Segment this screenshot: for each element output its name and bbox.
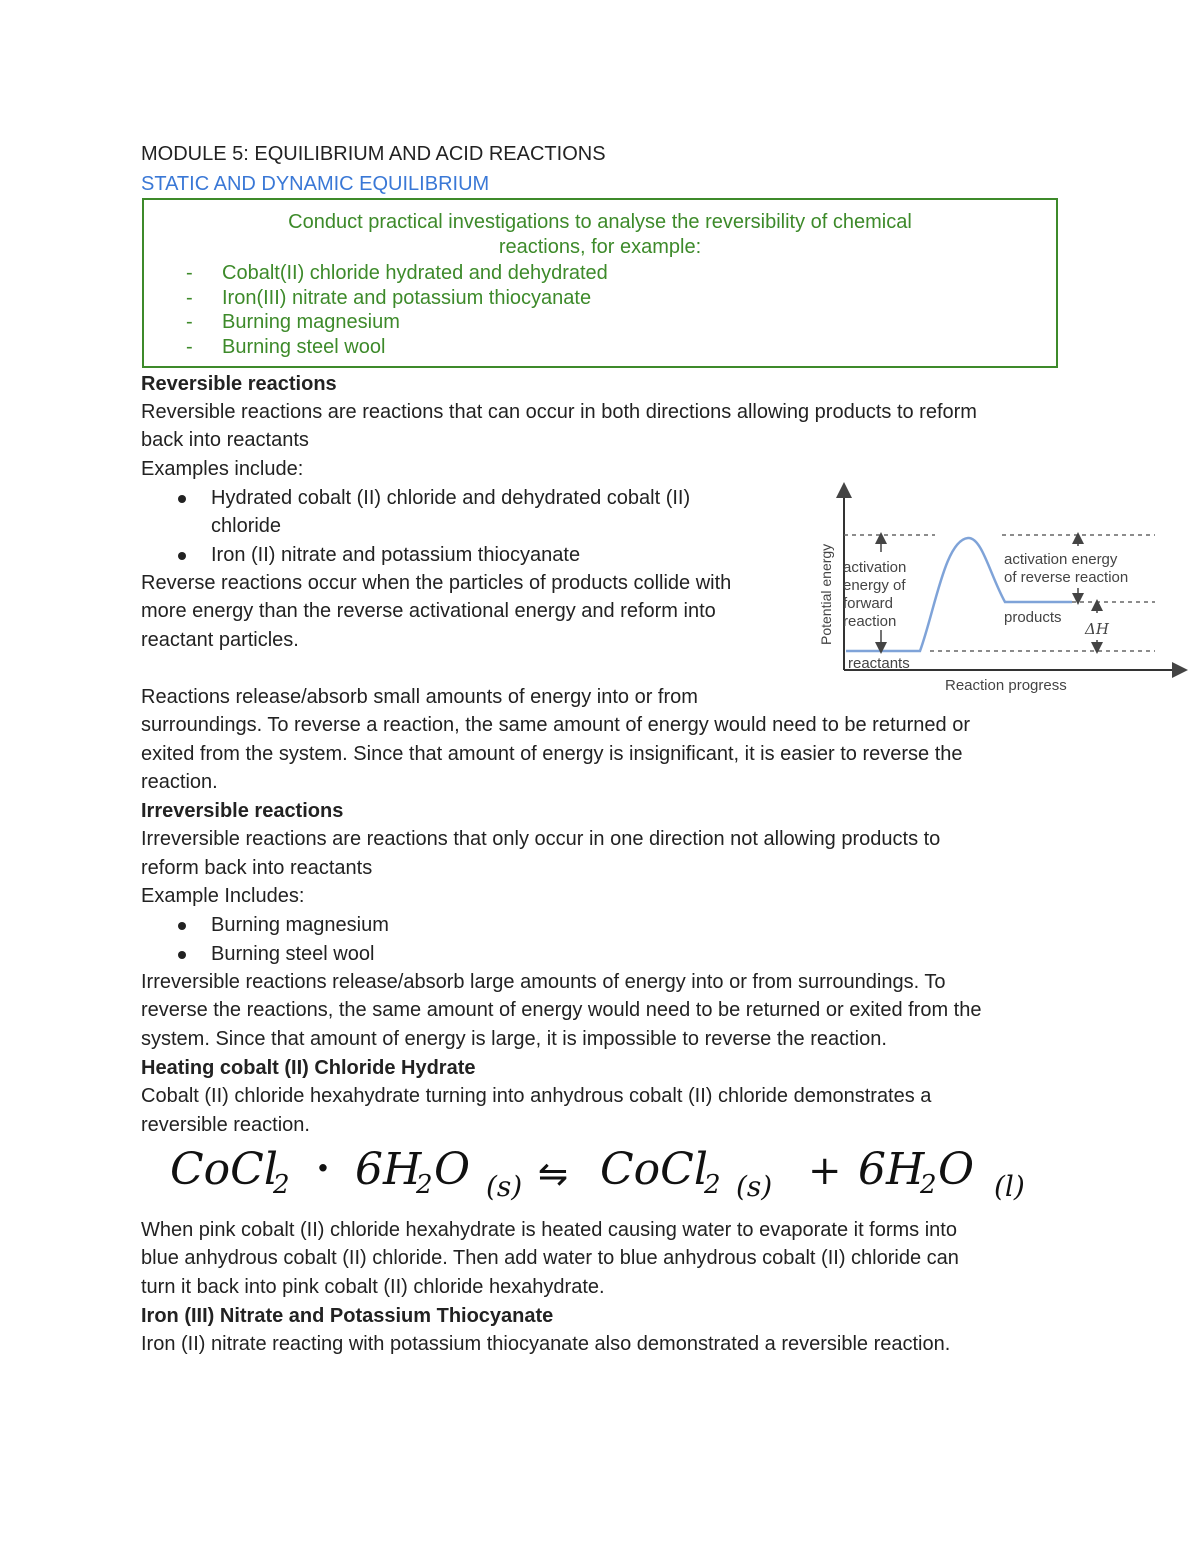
paragraph-line: reverse the reactions, the same amount of energy would need to be returned or exited from the	[141, 999, 982, 1021]
section-title: STATIC AND DYNAMIC EQUILIBRIUM	[141, 173, 490, 195]
paragraph-line: reform back into reactants	[141, 857, 373, 879]
bullet-dot	[178, 922, 186, 930]
dash-marker: -	[186, 262, 193, 284]
dash-marker: -	[186, 336, 193, 358]
syllabus-item-text: Cobalt(II) chloride hydrated and dehydrated	[222, 262, 608, 284]
forward-activation-label: reaction	[843, 613, 897, 630]
bullet-dot	[178, 951, 186, 959]
paragraph-line: Reactions release/absorb small amounts of energy into or from	[141, 686, 698, 708]
bullet-dot	[178, 495, 186, 503]
paragraph-line: Irreversible reactions are reactions that only occur in one direction not allowing products to	[141, 828, 941, 850]
equation-term: O	[434, 1144, 471, 1195]
paragraph-line: Cobalt (II) chloride hexahydrate turning into anhydrous cobalt (II) chloride demonstrates a	[141, 1085, 932, 1107]
bullet-continuation: chloride	[211, 515, 282, 537]
syllabus-intro-line: Conduct practical investigations to analyse the reversibility of chemical	[288, 211, 912, 233]
paragraph-line: back into reactants	[141, 429, 309, 451]
reactants-label: reactants	[848, 655, 910, 672]
equation-state: (s)	[486, 1170, 523, 1203]
equation-plus: +	[808, 1148, 842, 1194]
equation-term: O	[938, 1144, 975, 1195]
examples-label: Example Includes:	[141, 885, 305, 907]
y-axis-label: Potential energy	[818, 543, 834, 645]
irreversible-heading: Irreversible reactions	[141, 800, 344, 822]
forward-activation-label: activation	[843, 559, 907, 576]
paragraph-line: reversible reaction.	[141, 1114, 310, 1136]
equation-subscript: 2	[416, 1170, 433, 1200]
paragraph-line: reactant particles.	[141, 629, 299, 651]
equation-term: CoCl	[170, 1144, 278, 1195]
paragraph-line: blue anhydrous cobalt (II) chloride. Then add water to blue anhydrous cobalt (II) chloride can	[141, 1247, 959, 1269]
products-label: products	[1004, 609, 1062, 626]
dash-marker: -	[186, 311, 193, 333]
paragraph-line: more energy than the reverse activational energy and reform into	[141, 600, 716, 622]
equation-subscript: 2	[704, 1170, 721, 1200]
bullet-text: Iron (II) nitrate and potassium thiocyanate	[211, 544, 581, 566]
syllabus-item-text: Burning magnesium	[222, 311, 400, 333]
bullet-text: Burning magnesium	[211, 914, 389, 936]
delta-h-label: ΔH	[1085, 620, 1109, 638]
equilibrium-arrow-icon: ⇋	[538, 1154, 569, 1195]
x-axis-label: Reaction progress	[945, 677, 1067, 694]
iron-heading: Iron (III) Nitrate and Potassium Thiocyanate	[141, 1305, 554, 1327]
reverse-activation-label: activation energy	[1004, 551, 1118, 568]
forward-activation-label: forward	[843, 595, 894, 612]
syllabus-item-text: Iron(III) nitrate and potassium thiocyanate	[222, 287, 592, 309]
bullet-text: Hydrated cobalt (II) chloride and dehydrated cobalt (II)	[211, 487, 691, 509]
energy-profile-diagram	[810, 480, 1190, 700]
syllabus-intro	[144, 210, 1056, 260]
equation-dot: ·	[316, 1145, 330, 1192]
dash-marker: -	[186, 287, 193, 309]
syllabus-box	[142, 198, 1058, 368]
bullet-text: Burning steel wool	[211, 943, 375, 965]
reverse-activation-label: of reverse reaction	[1004, 569, 1129, 586]
paragraph-line: reaction.	[141, 771, 218, 793]
paragraph-line: When pink cobalt (II) chloride hexahydrate is heated causing water to evaporate it forms into	[141, 1219, 957, 1241]
equation-term: 6H	[355, 1144, 422, 1195]
paragraph-line: system. Since that amount of energy is large, it is impossible to reverse the reaction.	[141, 1028, 887, 1050]
equation-state: (l)	[994, 1170, 1025, 1203]
paragraph-line: Reverse reactions occur when the particles of products collide with	[141, 572, 732, 594]
syllabus-intro-line: reactions, for example:	[498, 236, 702, 258]
paragraph-line: exited from the system. Since that amount of energy is insignificant, it is easier to reverse the	[141, 743, 963, 765]
bullet-dot	[178, 552, 186, 560]
equation-term: 6H	[858, 1144, 925, 1195]
equation-subscript: 2	[273, 1170, 290, 1200]
paragraph-line: surroundings. To reverse a reaction, the same amount of energy would need to be returned or	[141, 714, 971, 736]
examples-label: Examples include:	[141, 458, 304, 480]
module-title: MODULE 5: EQUILIBRIUM AND ACID REACTIONS	[141, 143, 606, 165]
paragraph-line: Iron (II) nitrate reacting with potassium thiocyanate also demonstrated a reversible reaction.	[141, 1333, 951, 1355]
cobalt-heading: Heating cobalt (II) Chloride Hydrate	[141, 1057, 476, 1079]
equation-subscript: 2	[920, 1170, 937, 1200]
equation-state: (s)	[736, 1170, 773, 1203]
paragraph-line: turn it back into pink cobalt (II) chloride hexahydrate.	[141, 1276, 605, 1298]
reversible-heading: Reversible reactions	[141, 373, 337, 395]
forward-activation-label: energy of	[843, 577, 906, 594]
chemical-equation	[168, 1140, 1048, 1210]
paragraph-line: Reversible reactions are reactions that can occur in both directions allowing products to reform	[141, 401, 977, 423]
paragraph-line: Irreversible reactions release/absorb large amounts of energy into or from surroundings. To	[141, 971, 946, 993]
syllabus-item-text: Burning steel wool	[222, 336, 386, 358]
equation-term: CoCl	[600, 1144, 708, 1195]
